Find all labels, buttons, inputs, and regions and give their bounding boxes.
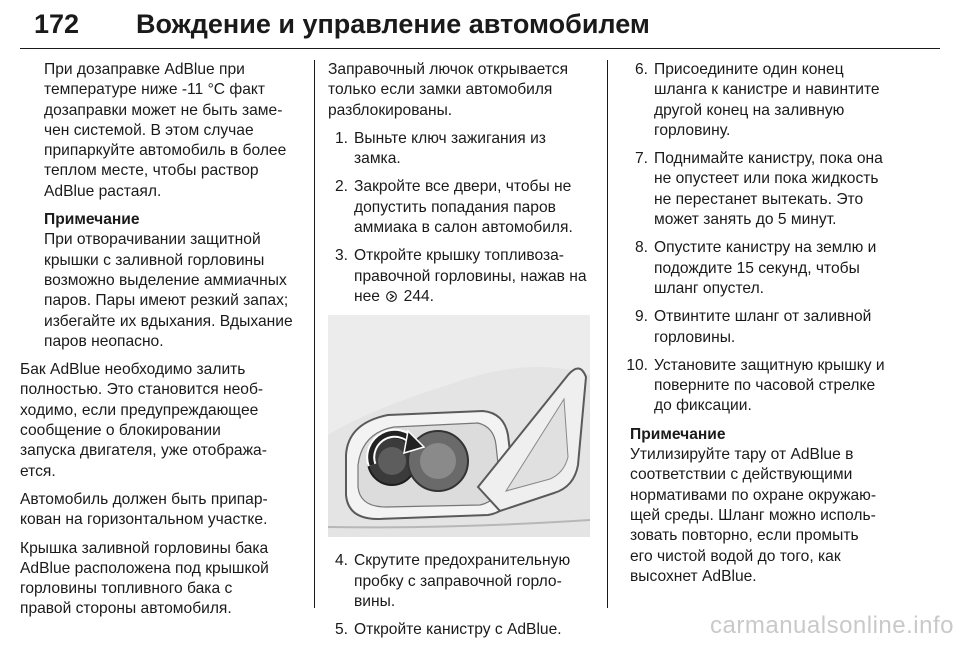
filler-flap-drawing	[328, 315, 590, 537]
steps-list-final	[624, 60, 894, 417]
column-divider-2	[607, 60, 608, 608]
note-title: Примечание	[630, 425, 726, 443]
list-item: 3. Откройте крышку топливоза- правочной горловины, нажав на нее 244.	[334, 247, 587, 305]
note-box	[624, 425, 894, 587]
list-item: 8. Опустите канистру на землю и подождите 15 секунд, чтобы шланг опустел.	[634, 239, 877, 297]
page-number: 172	[34, 9, 80, 39]
column-1	[20, 60, 300, 628]
column-2	[328, 60, 596, 648]
note-text: Утилизируйте тару от AdBlue в соответствии с действующими нормативами по охране окружаю- щей среды. Шланг можно исполь- зовать повторно, если промыть его чистой водой до того, как высохнет AdBlue.	[630, 446, 877, 585]
paragraph: При дозаправке AdBlue при температуре ниже -11 °C факт дозаправки может не быть заме- чен системой. В этом случае припаркуйте автомобиль в более теплом месте, чтобы раствор AdBlue растаял.	[44, 61, 287, 200]
paragraph-cap-location: Крышка заливной горловины бака AdBlue расположена под крышкой горловины топливного бака с правой стороны автомобиля.	[20, 539, 269, 618]
note-box	[44, 210, 300, 352]
page-reference-icon	[386, 291, 397, 302]
note-text: При отворачивании защитной крышки с заливной горловины возможно выделение аммиачных паров. Пары имеют резкий запах; избегайте их вдыхания. Вдыхание паров неопасно.	[44, 231, 293, 350]
fuel-filler-illustration	[328, 315, 590, 537]
header-rule	[20, 48, 940, 49]
note-title: Примечание	[44, 211, 140, 229]
steps-list-continued	[328, 551, 596, 640]
list-item: 2. Закройте все двери, чтобы не допустить попадания паров аммиака в салон автомобиля.	[334, 178, 573, 237]
paragraph-level-surface: Автомобиль должен быть припар- кован на горизонтальном участке.	[20, 490, 268, 529]
paragraph-fill-completely: Бак AdBlue необходимо залить полностью. Это становится необ- ходимо, если предупреждающее сообщение о блокировании запуска двигателя, уже отобража- ется.	[20, 361, 267, 480]
list-item: 7. Поднимайте канистру, пока она не опустеет или пока жидкость не перестанет вытекать. Это может занять до 5 минут.	[634, 150, 883, 229]
list-item: 1. Выньте ключ зажигания из замка.	[334, 129, 546, 168]
list-item: 5. Откройте канистру с AdBlue.	[334, 621, 562, 639]
column-3	[624, 60, 894, 595]
list-item: 4. Скрутите предохранительную пробку с заправочной горло- вины.	[334, 552, 571, 610]
list-item: 6. Присоедините один конец шланга к канистре и навинтите другой конец на заливную горловину.	[634, 61, 880, 139]
column-divider-1	[314, 60, 315, 608]
steps-list	[328, 129, 596, 307]
adblue-cold-intro	[20, 60, 300, 352]
watermark: carmanualsonline.info	[710, 612, 954, 639]
page-reference[interactable]: 244.	[403, 287, 435, 305]
paragraph-flap-unlock: Заправочный лючок открывается только если замки автомобиля разблокированы.	[328, 61, 569, 119]
list-item: 9. Отвинтите шланг от заливной горловины.	[634, 308, 872, 346]
page-header	[20, 2, 940, 44]
chapter-title: Вождение и управление автомобилем	[136, 9, 650, 39]
list-item: 10. Установите защитную крышку и поверните по часовой стрелке до фиксации.	[626, 356, 885, 415]
